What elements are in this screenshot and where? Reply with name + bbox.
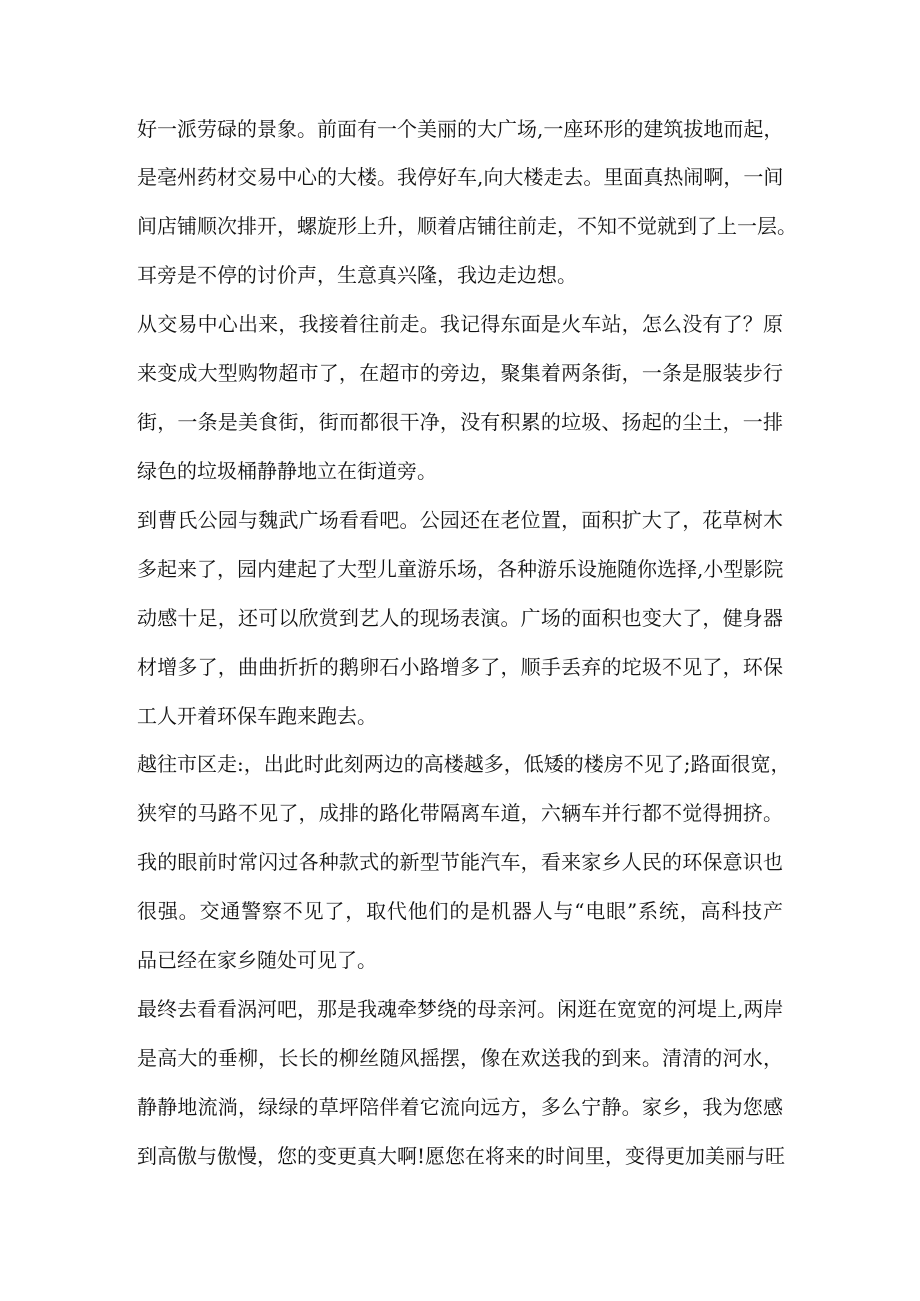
text-line: 工人开着环保车跑来跑去。 xyxy=(137,704,377,728)
text-line: 耳旁是不停的讨价声，生意真兴隆，我边走边想。 xyxy=(137,263,577,287)
text-line: 越往市区走:，出此时此刻两边的高楼越多，低矮的楼房不见了;路面很宽， xyxy=(137,752,791,776)
text-line: 到高傲与傲慢，您的变更真大啊!愿您在将来的时间里，变得更加美丽与旺 xyxy=(137,1144,786,1168)
text-line: 间店铺顺次排开，螺旋形上升，顺着店铺往前走，不知不觉就到了上一层。 xyxy=(137,214,797,238)
text-line: 好一派劳碌的景象。前面有一个美丽的大广场,一座环形的建筑拔地而起， xyxy=(137,117,784,141)
text-line: 动感十足，还可以欣赏到艺人的现场表演。广场的面积也变大了，健身器 xyxy=(137,606,783,630)
text-line: 多起来了，园内建起了大型儿童游乐场，各种游乐设施随你选择,小型影院 xyxy=(137,557,784,581)
text-line: 街，一条是美食街，街而都很干净，没有积累的垃圾、扬起的尘土，一排 xyxy=(137,410,783,434)
text-line: 材增多了，曲曲折折的鹅卵石小路增多了，顺手丢弃的坨圾不见了，环保 xyxy=(137,655,783,679)
text-line: 静静地流淌，绿绿的草坪陪伴着它流向远方，多么宁静。家乡，我为您感 xyxy=(137,1095,783,1119)
text-line: 品已经在家乡随处可见了。 xyxy=(137,948,377,972)
text-line: 最终去看看涡河吧，那是我魂牵梦绕的母亲河。闲逛在宽宽的河堤上,两岸 xyxy=(137,997,784,1021)
text-line: 从交易中心出来，我接着往前走。我记得东面是火车站，怎么没有了？原 xyxy=(137,312,783,336)
text-line: 来变成大型购物超市了，在超市的旁边，聚集着两条街，一条是服装步行 xyxy=(137,361,783,385)
text-line: 绿色的垃圾桶静静地立在街道旁。 xyxy=(137,459,437,483)
text-line: 是高大的垂柳，长长的柳丝随风摇摆，像在欢送我的到来。清清的河水， xyxy=(137,1046,783,1070)
text-line: 是亳州药材交易中心的大楼。我停好车,向大楼走去。里面真热闹啊，一间 xyxy=(137,165,784,189)
text-line: 我的眼前时常闪过各种款式的新型节能汽车，看来家乡人民的环保意识也 xyxy=(137,850,783,874)
text-line: 到曹氏公园与魏武广场看看吧。公园还在老位置，面积扩大了，花草树木 xyxy=(137,508,783,532)
text-line: 狭窄的马路不见了，成排的路化带隔离车道，六辆车并行都不觉得拥挤。 xyxy=(137,801,783,825)
text-line: 很强。交通警察不见了，取代他们的是机器人与“电眼”系统，高科技产 xyxy=(137,899,783,923)
